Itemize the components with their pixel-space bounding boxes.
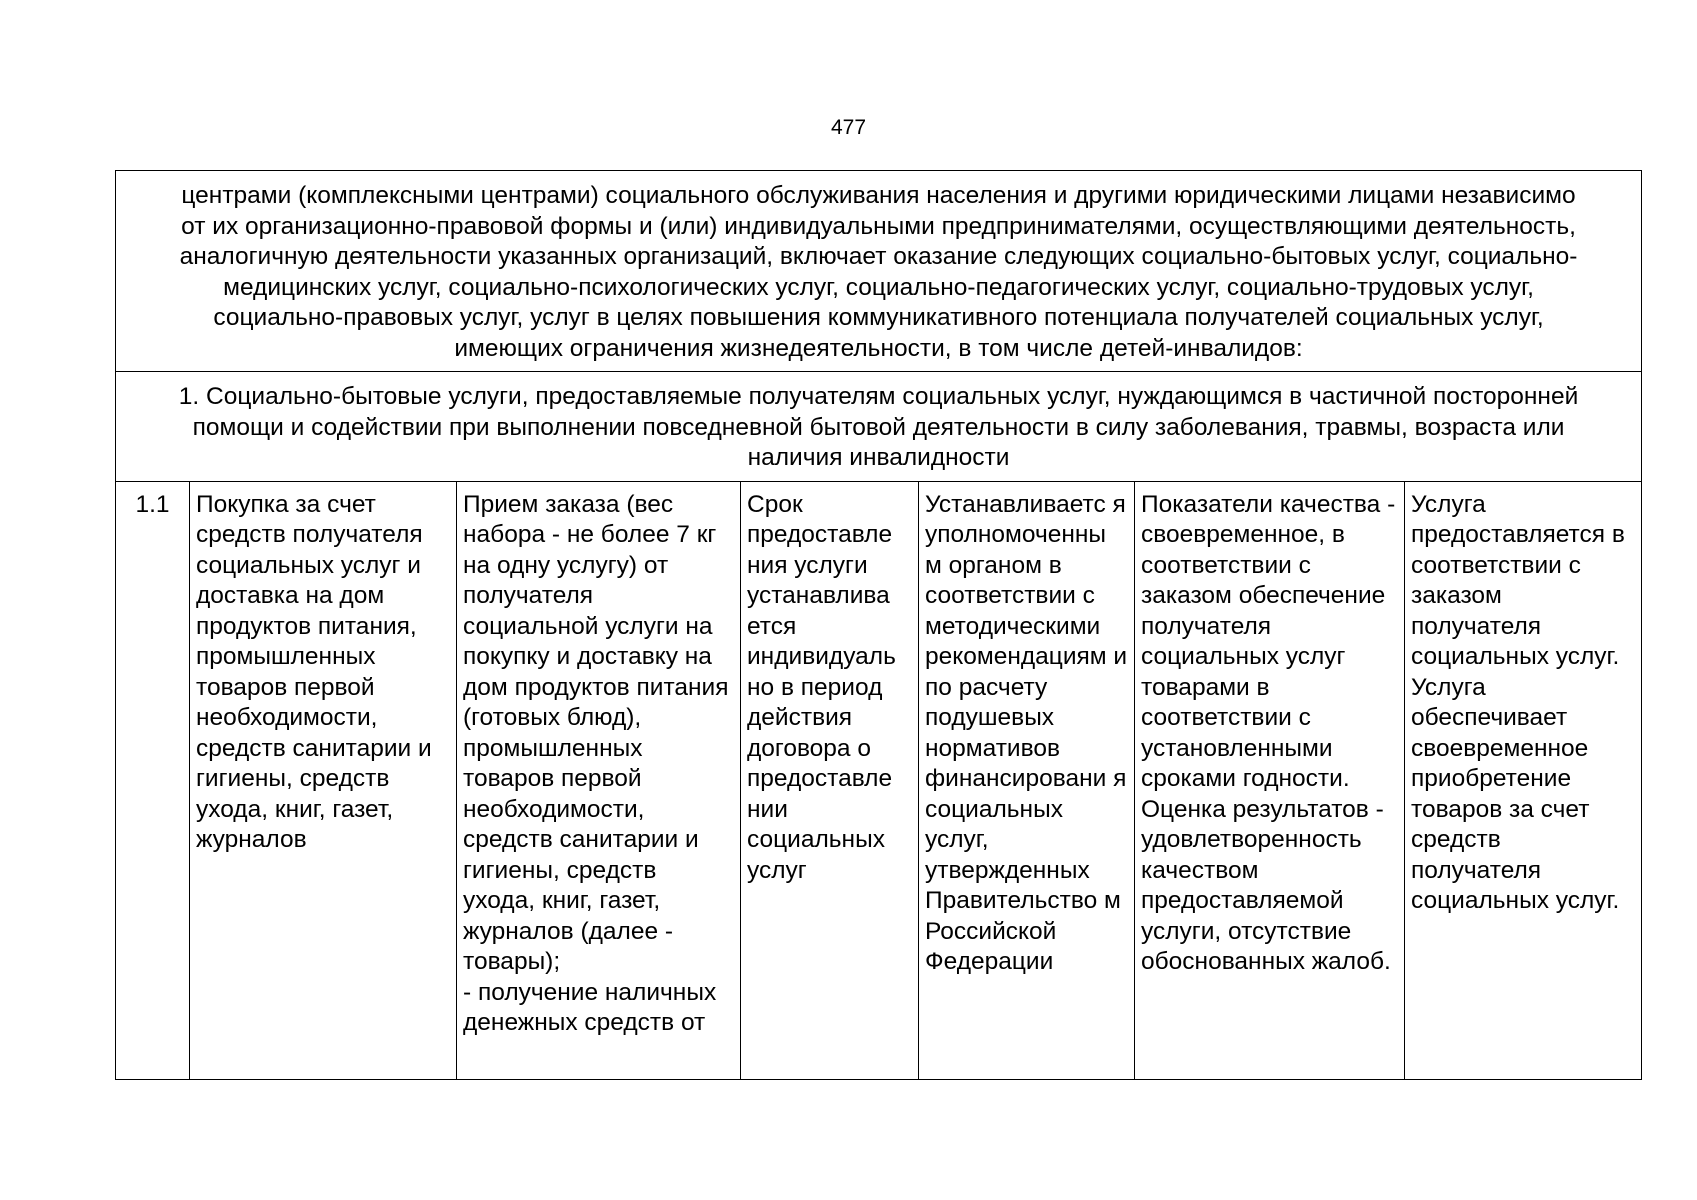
- service-content-text: Прием заказа (вес набора - не более 7 кг на одну услугу) от получателя социальной услуги на покупку и доставку на дом продуктов питания (готовых блюд), промышленных товаров первой необходимости, средств санитарии и гигиены, средств ухода, книг, газет, журналов (далее - товары);: [463, 490, 729, 975]
- intro-cell: [116, 171, 1642, 372]
- section-row: [116, 372, 1642, 482]
- intro-line: имеющих ограничения жизнедеятельности, в том числе детей-инвалидов:: [454, 334, 1303, 362]
- section-heading-line: помощи и содействии при выполнении повседневной бытовой деятельности в силу заболевания, травмы, возраста или: [192, 413, 1565, 441]
- services-table: [115, 170, 1642, 1080]
- tariff-cell: Устанавливаетс я уполномоченны м органом в соответствии с методическими рекомендациям и по расчету подушевых нормативов финансировани я социальных услуг, утвержденных Правительство м Российской Федерации: [919, 481, 1135, 1079]
- intro-line: от их организационно-правовой формы и (или) индивидуальными предпринимателями, осуществляющими деятельность,: [181, 212, 1576, 240]
- intro-line: медицинских услуг, социально-психологических услуг, социально-педагогических услуг, социально-трудовых услуг,: [223, 273, 1534, 301]
- intro-line: социально-правовых услуг, услуг в целях повышения коммуникативного потенциала получателей социальных услуг,: [213, 304, 1544, 331]
- service-content-cell: [457, 481, 741, 1079]
- section-heading-line: наличия инвалидности: [747, 444, 1010, 471]
- term-cell: Срок предоставле ния услуги устанавлива ется индивидуаль но в период действия договора о предоставле нии социальных услуг: [741, 481, 919, 1079]
- quality-cell: Показатели качества - своевременное, в соответствии с заказом обеспечение получателя социальных услуг товарами в соответствии с установленными сроками годности. Оценка результатов - удовлетворенность качеством предоставляемой услуги, отсутствие обоснованных жалоб.: [1135, 481, 1405, 1079]
- section-heading-line: 1. Социально-бытовые услуги, предоставляемые получателям социальных услуг, нуждающимся в частичной посторонней: [178, 383, 1579, 410]
- conditions-cell: Услуга предоставляется в соответствии с заказом получателя социальных услуг. Услуга обеспечивает своевременное приобретение товаров за счет средств получателя социальных услуг.: [1405, 481, 1642, 1079]
- intro-row: [116, 171, 1642, 372]
- table-row: [116, 481, 1642, 1079]
- intro-line: центрами (комплексными центрами) социального обслуживания населения и другими юридическими лицами независимо: [181, 182, 1576, 209]
- intro-line: аналогичную деятельности указанных организаций, включает оказание следующих социально-бытовых услуг, социально-: [179, 243, 1578, 270]
- service-content-continued: - получение наличных денежных средств от: [463, 978, 717, 1036]
- section-heading-cell: [116, 372, 1642, 482]
- service-name-cell: Покупка за счет средств получателя социальных услуг и доставка на дом продуктов питания, промышленных товаров первой необходимости, средств санитарии и гигиены, средств ухода, книг, газет, журналов: [190, 481, 457, 1079]
- page-number: 477: [830, 116, 867, 139]
- row-number: 1.1: [116, 481, 190, 1079]
